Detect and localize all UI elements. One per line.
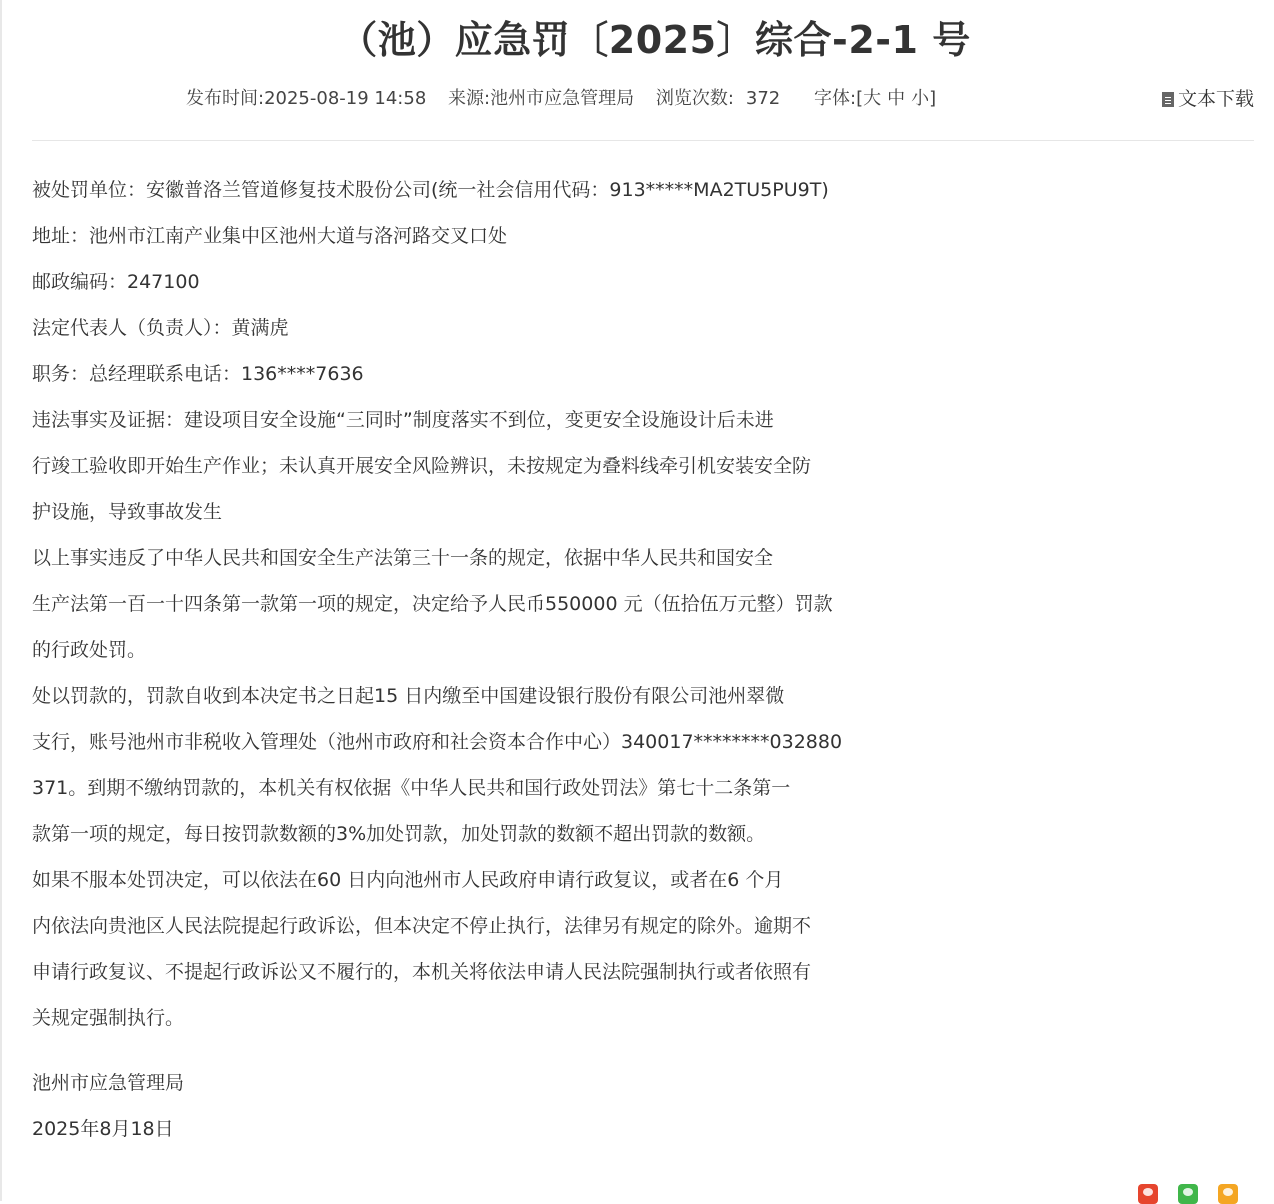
signature-date: 2025年8月18日 <box>32 1118 174 1140</box>
body-line: 职务：总经理联系电话：136****7636 <box>32 363 364 385</box>
body-line: 邮政编码：247100 <box>32 271 200 293</box>
views-label: 浏览次数: <box>655 88 734 109</box>
download-label: 文本下载 <box>1177 88 1254 110</box>
font-close-bracket: ] <box>929 88 937 109</box>
document-icon <box>1162 92 1174 107</box>
document-body <box>32 167 882 1041</box>
views-value: 372 <box>745 88 781 109</box>
font-open-bracket: [ <box>856 88 864 109</box>
body-line: 关规定强制执行。 <box>32 1007 185 1029</box>
body-line: 生产法第一百一十四条第一款第一项的规定，决定给予人民币550000 元（伍拾伍万元整）罚款 <box>32 593 833 615</box>
body-line: 内依法向贵池区人民法院提起行政诉讼，但本决定不停止执行，法律另有规定的除外。逾期不 <box>32 915 812 937</box>
source-value: 池州市应急管理局 <box>490 88 635 109</box>
body-line: 行竣工验收即开始生产作业；未认真开展安全风险辨识，未按规定为叠料线牵引机安装安全防 <box>32 455 812 477</box>
text-download-button[interactable] <box>1162 86 1254 112</box>
font-small-button[interactable]: 小 <box>911 88 930 109</box>
body-line: 处以罚款的，罚款自收到本决定书之日起15 日内缴至中国建设银行股份有限公司池州翠微 <box>32 685 785 707</box>
publish-value: 2025-08-19 14:58 <box>264 88 427 109</box>
qzone-icon[interactable] <box>1218 1184 1238 1204</box>
body-line: 以上事实违反了中华人民共和国安全生产法第三十一条的规定，依据中华人民共和国安全 <box>32 547 774 569</box>
font-label: 字体: <box>814 88 857 109</box>
body-line: 款第一项的规定，每日按罚款数额的3%加处罚款，加处罚款的数额不超出罚款的数额。 <box>32 823 766 845</box>
source <box>448 88 634 109</box>
body-line: 违法事实及证据：建设项目安全设施“三同时”制度落实不到位，变更安全设施设计后未进 <box>32 409 774 431</box>
font-size-switcher <box>814 88 936 109</box>
body-line: 地址：池州市江南产业集中区池州大道与洛河路交叉口处 <box>32 225 508 247</box>
share-bar <box>1138 1184 1248 1201</box>
body-line: 支行，账号池州市非税收入管理处（池州市政府和社会资本合作中心）340017********032880 <box>32 731 843 753</box>
wechat-icon[interactable] <box>1178 1184 1198 1204</box>
divider <box>32 140 1254 141</box>
view-count <box>656 88 792 109</box>
meta-bar <box>186 86 936 112</box>
publish-label: 发布时间: <box>186 88 265 109</box>
body-line: 的行政处罚。 <box>32 639 147 661</box>
publish-time <box>186 88 426 109</box>
signature-org: 池州市应急管理局 <box>32 1072 185 1094</box>
source-label: 来源: <box>448 88 491 109</box>
font-large-button[interactable]: 大 <box>863 88 882 109</box>
body-line: 法定代表人（负责人）：黄满虎 <box>32 317 289 339</box>
font-medium-button[interactable]: 中 <box>887 88 906 109</box>
body-line: 如果不服本处罚决定，可以依法在60 日内向池州市人民政府申请行政复议，或者在6 个月 <box>32 869 784 891</box>
page-title: （池）应急罚〔2025〕综合-2-1 号 <box>339 18 971 62</box>
body-line: 被处罚单位：安徽普洛兰管道修复技术股份公司(统一社会信用代码：913*****MA2TU5PU9T) <box>32 179 829 201</box>
body-line: 371。到期不缴纳罚款的，本机关有权依据《中华人民共和国行政处罚法》第七十二条第一 <box>32 777 791 799</box>
body-line: 申请行政复议、不提起行政诉讼又不履行的，本机关将依法申请人民法院强制执行或者依照有 <box>32 961 812 983</box>
body-line: 护设施，导致事故发生 <box>32 501 223 523</box>
weibo-icon[interactable] <box>1138 1184 1158 1204</box>
